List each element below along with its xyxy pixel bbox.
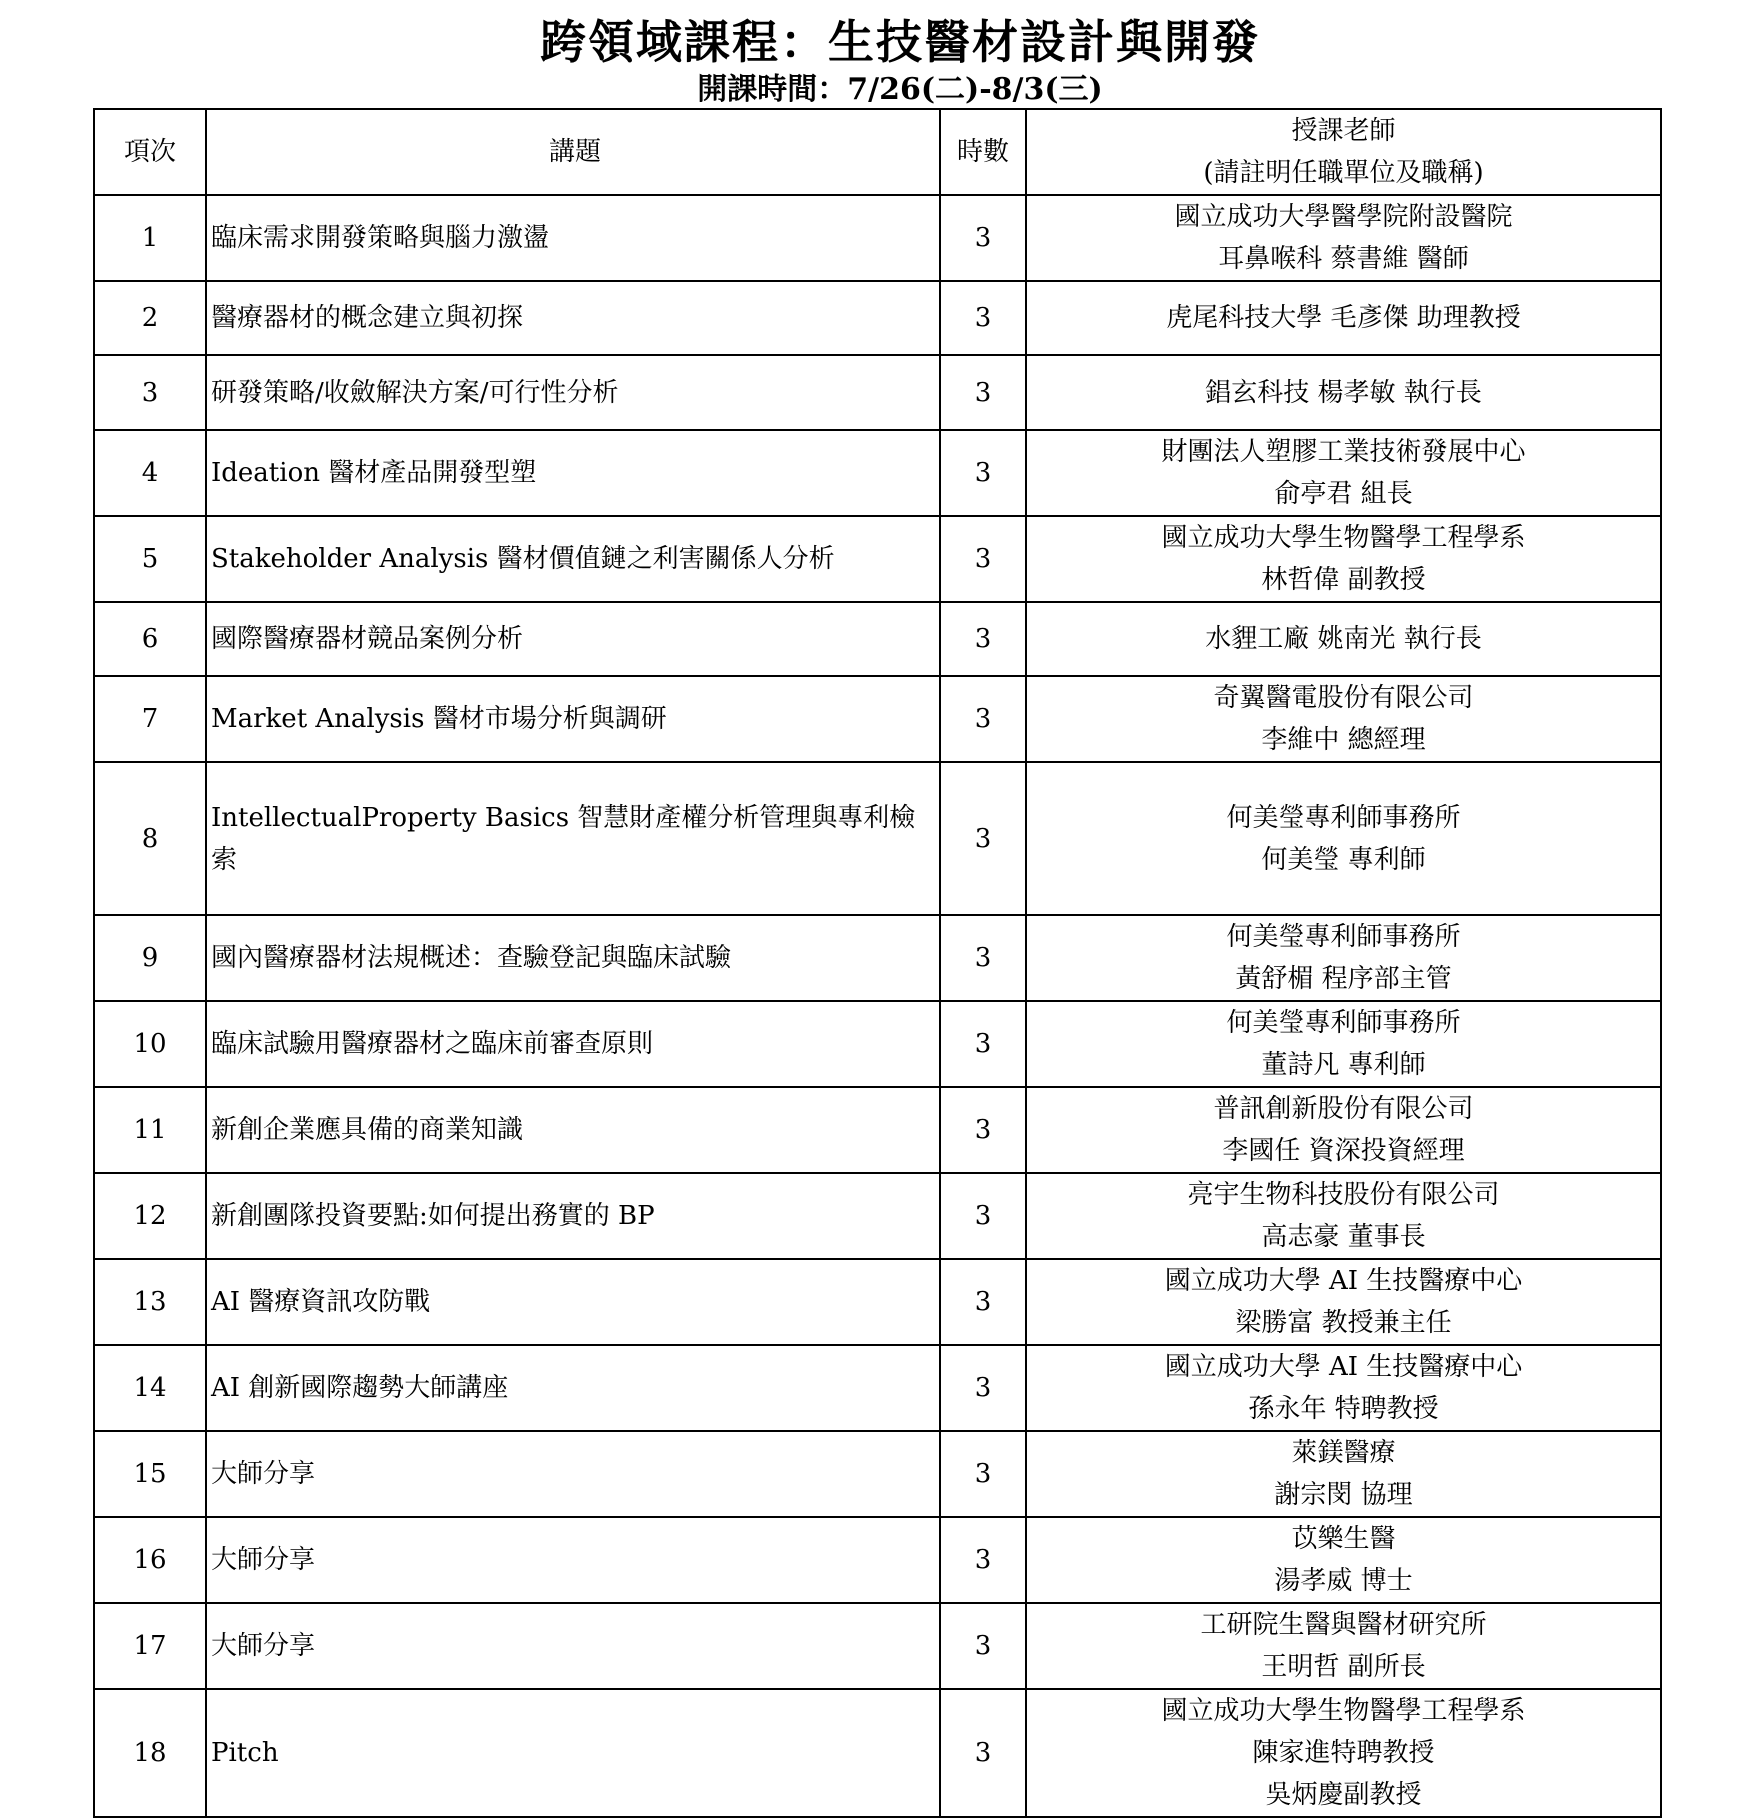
- hours-cell: 3: [940, 516, 1026, 602]
- table-row: [94, 762, 1661, 915]
- item-number-cell: 3: [94, 355, 206, 430]
- header-item-number: 項次: [94, 109, 206, 195]
- teacher-line: 虎尾科技大學 毛彥傑 助理教授: [1166, 303, 1521, 333]
- table-row: [94, 1603, 1661, 1689]
- teacher-line: 何美瑩 專利師: [1261, 844, 1426, 875]
- hours-cell: 3: [940, 1431, 1026, 1517]
- table-row: [94, 430, 1661, 516]
- teacher-cell: [1026, 1173, 1661, 1259]
- teacher-cell: [1026, 355, 1661, 430]
- teacher-cell: [1026, 1345, 1661, 1431]
- teacher-cell: [1026, 1431, 1661, 1517]
- header-topic: 講題: [206, 109, 940, 195]
- item-number-cell: 2: [94, 281, 206, 355]
- table-header-row: [94, 109, 1661, 195]
- teacher-line: 普訊創新股份有限公司: [1213, 1094, 1474, 1124]
- teacher-cell: [1026, 602, 1661, 676]
- topic-cell: Ideation 醫材產品開發型塑: [206, 430, 940, 516]
- item-number-cell: 10: [94, 1001, 206, 1087]
- teacher-cell: [1026, 1087, 1661, 1173]
- teacher-line: 奇翼醫電股份有限公司: [1213, 683, 1474, 713]
- item-number-cell: 12: [94, 1173, 206, 1259]
- table-body: [94, 195, 1661, 1817]
- teacher-cell: [1026, 281, 1661, 355]
- topic-cell: 大師分享: [206, 1431, 940, 1517]
- teacher-line: 財團法人塑膠工業技術發展中心: [1161, 437, 1526, 467]
- teacher-cell: [1026, 1689, 1661, 1817]
- item-number-cell: 8: [94, 762, 206, 915]
- table-row: [94, 602, 1661, 676]
- teacher-line: 黃舒楣 程序部主管: [1235, 964, 1452, 994]
- hours-cell: 3: [940, 1259, 1026, 1345]
- topic-cell: Market Analysis 醫材市場分析與調研: [206, 676, 940, 762]
- document-title: 跨領域課程：生技醫材設計與開發: [540, 15, 1260, 69]
- table-row: [94, 1345, 1661, 1431]
- item-number-cell: 18: [94, 1689, 206, 1817]
- item-number-cell: 4: [94, 430, 206, 516]
- item-number-cell: 14: [94, 1345, 206, 1431]
- topic-cell: 臨床需求開發策略與腦力激盪: [206, 195, 940, 281]
- teacher-line: 何美瑩專利師事務所: [1226, 802, 1461, 833]
- table-row: [94, 1431, 1661, 1517]
- course-schedule-table: [93, 108, 1662, 1818]
- teacher-line: 高志豪 董事長: [1261, 1222, 1426, 1252]
- item-number-cell: 11: [94, 1087, 206, 1173]
- item-number-cell: 9: [94, 915, 206, 1001]
- teacher-line: 萊鎂醫療: [1291, 1438, 1396, 1468]
- item-number-cell: 17: [94, 1603, 206, 1689]
- topic-cell: Pitch: [206, 1689, 940, 1817]
- table-row: [94, 1087, 1661, 1173]
- hours-cell: 3: [940, 676, 1026, 762]
- table-row: [94, 516, 1661, 602]
- topic-cell: 新創團隊投資要點:如何提出務實的 BP: [206, 1173, 940, 1259]
- item-number-cell: 15: [94, 1431, 206, 1517]
- header-teacher-label: 授課老師: [1291, 116, 1396, 146]
- teacher-cell: [1026, 676, 1661, 762]
- teacher-cell: [1026, 516, 1661, 602]
- teacher-line: 苡樂生醫: [1291, 1524, 1396, 1554]
- topic-cell: Stakeholder Analysis 醫材價值鏈之利害關係人分析: [206, 516, 940, 602]
- teacher-line: 謝宗閔 協理: [1274, 1480, 1413, 1510]
- topic-cell: IntellectualProperty Basics 智慧財產權分析管理與專利檢索: [206, 762, 940, 915]
- teacher-cell: [1026, 915, 1661, 1001]
- table-row: [94, 281, 1661, 355]
- teacher-line: 工研院生醫與醫材研究所: [1200, 1610, 1487, 1640]
- table-row: [94, 676, 1661, 762]
- table-row: [94, 1689, 1661, 1817]
- table-row: [94, 1173, 1661, 1259]
- teacher-line: 亮宇生物科技股份有限公司: [1187, 1180, 1500, 1210]
- header-teacher: [1026, 109, 1661, 195]
- hours-cell: 3: [940, 1001, 1026, 1087]
- hours-cell: 3: [940, 602, 1026, 676]
- topic-cell: 研發策略/收斂解決方案/可行性分析: [206, 355, 940, 430]
- hours-cell: 3: [940, 1173, 1026, 1259]
- header-teacher-note: (請註明任職單位及職稱): [1203, 158, 1484, 188]
- course-period: 開課時間：7/26(二)-8/3(三): [697, 72, 1103, 107]
- teacher-line: 國立成功大學 AI 生技醫療中心: [1164, 1266, 1523, 1296]
- hours-cell: 3: [940, 1603, 1026, 1689]
- teacher-line: 梁勝富 教授兼主任: [1235, 1308, 1452, 1338]
- teacher-line: 王明哲 副所長: [1261, 1652, 1426, 1682]
- item-number-cell: 16: [94, 1517, 206, 1603]
- teacher-cell: [1026, 762, 1661, 915]
- teacher-line: 林哲偉 副教授: [1261, 565, 1426, 595]
- teacher-line: 吳炳慶副教授: [1265, 1780, 1422, 1810]
- teacher-line: 董詩凡 專利師: [1261, 1050, 1426, 1080]
- header-hours: 時數: [940, 109, 1026, 195]
- table-row: [94, 1517, 1661, 1603]
- teacher-line: 湯孝威 博士: [1274, 1566, 1413, 1596]
- hours-cell: 3: [940, 915, 1026, 1001]
- topic-cell: 醫療器材的概念建立與初探: [206, 281, 940, 355]
- topic-cell: 大師分享: [206, 1603, 940, 1689]
- teacher-line: 陳家進特聘教授: [1252, 1738, 1435, 1768]
- item-number-cell: 13: [94, 1259, 206, 1345]
- teacher-line: 國立成功大學生物醫學工程學系: [1161, 1696, 1526, 1726]
- teacher-line: 國立成功大學醫學院附設醫院: [1174, 202, 1513, 232]
- topic-cell: AI 創新國際趨勢大師講座: [206, 1345, 940, 1431]
- table-row: [94, 915, 1661, 1001]
- item-number-cell: 5: [94, 516, 206, 602]
- table-row: [94, 195, 1661, 281]
- topic-cell: 臨床試驗用醫療器材之臨床前審查原則: [206, 1001, 940, 1087]
- teacher-line: 國立成功大學 AI 生技醫療中心: [1164, 1352, 1523, 1382]
- item-number-cell: 6: [94, 602, 206, 676]
- hours-cell: 3: [940, 195, 1026, 281]
- teacher-cell: [1026, 1259, 1661, 1345]
- teacher-line: 李維中 總經理: [1261, 725, 1426, 755]
- table-row: [94, 355, 1661, 430]
- teacher-line: 李國任 資深投資經理: [1222, 1136, 1465, 1166]
- item-number-cell: 1: [94, 195, 206, 281]
- table-row: [94, 1001, 1661, 1087]
- teacher-cell: [1026, 1603, 1661, 1689]
- teacher-line: 孫永年 特聘教授: [1248, 1394, 1439, 1424]
- topic-cell: 國內醫療器材法規概述：查驗登記與臨床試驗: [206, 915, 940, 1001]
- teacher-line: 俞亭君 組長: [1274, 479, 1413, 509]
- hours-cell: 3: [940, 1087, 1026, 1173]
- hours-cell: 3: [940, 430, 1026, 516]
- item-number-cell: 7: [94, 676, 206, 762]
- teacher-line: 錩玄科技 楊孝敏 執行長: [1205, 377, 1482, 408]
- teacher-line: 何美瑩專利師事務所: [1226, 922, 1461, 952]
- teacher-line: 國立成功大學生物醫學工程學系: [1161, 523, 1526, 553]
- teacher-line: 水貍工廠 姚南光 執行長: [1205, 624, 1482, 654]
- teacher-line: 耳鼻喉科 蔡書維 醫師: [1218, 244, 1469, 274]
- teacher-cell: [1026, 1517, 1661, 1603]
- hours-cell: 3: [940, 762, 1026, 915]
- topic-cell: 國際醫療器材競品案例分析: [206, 602, 940, 676]
- teacher-cell: [1026, 1001, 1661, 1087]
- teacher-cell: [1026, 195, 1661, 281]
- hours-cell: 3: [940, 281, 1026, 355]
- hours-cell: 3: [940, 355, 1026, 430]
- teacher-cell: [1026, 430, 1661, 516]
- hours-cell: 3: [940, 1345, 1026, 1431]
- hours-cell: 3: [940, 1689, 1026, 1817]
- topic-cell: 新創企業應具備的商業知識: [206, 1087, 940, 1173]
- topic-cell: 大師分享: [206, 1517, 940, 1603]
- teacher-line: 何美瑩專利師事務所: [1226, 1008, 1461, 1038]
- hours-cell: 3: [940, 1517, 1026, 1603]
- table-row: [94, 1259, 1661, 1345]
- topic-cell: AI 醫療資訊攻防戰: [206, 1259, 940, 1345]
